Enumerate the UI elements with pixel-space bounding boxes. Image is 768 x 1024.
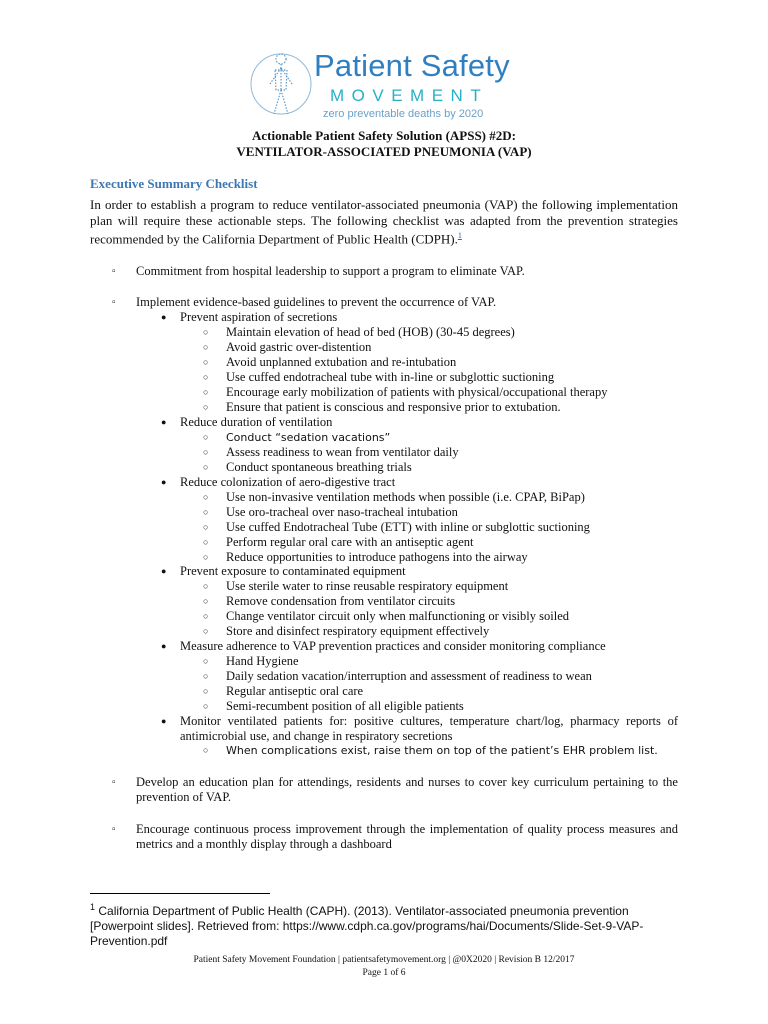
bullet-circle-icon: ○ xyxy=(203,522,209,532)
bullet-dot-icon: ● xyxy=(161,566,167,576)
bullet-circle-icon: ○ xyxy=(203,581,209,591)
bullet-dot-icon: ● xyxy=(161,716,167,726)
checklist-item: Develop an education plan for attendings, residents and nurses to cover key curriculum pertaining to the prevention of VAP. xyxy=(136,775,678,804)
human-figure-icon xyxy=(250,46,312,122)
group-label: Reduce duration of ventilation xyxy=(180,415,333,429)
page-number: Page 1 of 6 xyxy=(362,968,406,978)
sub-item: Change ventilator circuit only when malfunctioning or visibly soiled xyxy=(226,609,569,623)
group-label: Measure adherence to VAP prevention practices and consider monitoring compliance xyxy=(180,639,606,653)
bullet-circle-icon: ○ xyxy=(203,357,209,367)
bullet-circle-icon: ○ xyxy=(203,462,209,472)
group-label: Monitor ventilated patients for: positive cultures, temperature chart/log, pharmacy reports of antimicrobial use, and change in respiratory secretions xyxy=(180,714,678,743)
logo-title: Patient Safety xyxy=(314,48,510,83)
sub-item: Reduce opportunities to introduce pathogens into the airway xyxy=(226,550,528,564)
section-heading: Executive Summary Checklist xyxy=(90,176,258,191)
group-label: Prevent exposure to contaminated equipment xyxy=(180,564,406,578)
bullet-circle-icon: ○ xyxy=(203,432,209,442)
intro-paragraph xyxy=(90,197,678,247)
sub-item: Store and disinfect respiratory equipment effectively xyxy=(226,624,490,638)
bullet-circle-icon: ○ xyxy=(203,507,209,517)
sub-item: Encourage early mobilization of patients with physical/occupational therapy xyxy=(226,385,608,399)
bullet-dot-icon: ● xyxy=(161,417,167,427)
sub-item: Perform regular oral care with an antiseptic agent xyxy=(226,535,474,549)
bullet-circle-icon: ○ xyxy=(203,537,209,547)
sub-item: Use oro-tracheal over naso-tracheal intubation xyxy=(226,505,458,519)
checkbox-square-icon: ▫ xyxy=(112,777,116,788)
checkbox-square-icon: ▫ xyxy=(112,266,116,277)
footnote-divider xyxy=(90,893,270,894)
checkbox-square-icon: ▫ xyxy=(112,297,116,308)
checklist-item: Encourage continuous process improvement through the implementation of quality process measures and metrics and a monthly display through a dashboard xyxy=(136,822,678,851)
logo-movement: MOVEMENT xyxy=(330,86,489,105)
bullet-dot-icon: ● xyxy=(161,312,167,322)
bullet-circle-icon: ○ xyxy=(203,656,209,666)
sub-item: Hand Hygiene xyxy=(226,654,299,668)
group-label: Reduce colonization of aero-digestive tract xyxy=(180,475,396,489)
sub-item: Use cuffed endotracheal tube with in-line or subglottic suctioning xyxy=(226,370,555,384)
bullet-circle-icon: ○ xyxy=(203,745,209,755)
bullet-circle-icon: ○ xyxy=(203,342,209,352)
bullet-circle-icon: ○ xyxy=(203,671,209,681)
logo-tagline: zero preventable deaths by 2020 xyxy=(323,108,484,120)
sub-item: Remove condensation from ventilator circuits xyxy=(226,594,456,608)
sub-item: Maintain elevation of head of bed (HOB) (30-45 degrees) xyxy=(226,325,515,339)
footnote-number: 1 xyxy=(90,902,96,912)
footnote-text: California Department of Public Health (CAPH). (2013). Ventilator-associated pneumonia prevention [Powerpoint slides]. Retrieved from: https://www.cdph.ca.gov/programs/hai/Documents/Slide-Set-9-VAP-Prevention.pdf xyxy=(90,904,644,948)
bullet-circle-icon: ○ xyxy=(203,626,209,636)
sub-item: Ensure that patient is conscious and responsive prior to extubation. xyxy=(226,400,561,414)
bullet-circle-icon: ○ xyxy=(203,327,209,337)
footnote-link[interactable]: 1 xyxy=(457,231,462,240)
bullet-circle-icon: ○ xyxy=(203,552,209,562)
bullet-circle-icon: ○ xyxy=(203,611,209,621)
sub-item: Avoid unplanned extubation and re-intubation xyxy=(226,355,457,369)
bullet-circle-icon: ○ xyxy=(203,372,209,382)
sub-item: When complications exist, raise them on top of the patient’s EHR problem list. xyxy=(226,744,658,757)
bullet-circle-icon: ○ xyxy=(203,596,209,606)
document-title-line2: VENTILATOR-ASSOCIATED PNEUMONIA (VAP) xyxy=(236,144,532,159)
sub-item: Semi-recumbent position of all eligible patients xyxy=(226,699,464,713)
bullet-circle-icon: ○ xyxy=(203,402,209,412)
bullet-circle-icon: ○ xyxy=(203,686,209,696)
sub-item: Daily sedation vacation/interruption and assessment of readiness to wean xyxy=(226,669,592,683)
document-title-line1: Actionable Patient Safety Solution (APSS) #2D: xyxy=(252,128,516,143)
sub-item: Avoid gastric over-distention xyxy=(226,340,372,354)
bullet-circle-icon: ○ xyxy=(203,447,209,457)
group-label: Prevent aspiration of secretions xyxy=(180,310,338,324)
sub-item: Use sterile water to rinse reusable respiratory equipment xyxy=(226,579,509,593)
checkbox-square-icon: ▫ xyxy=(112,824,116,835)
sub-item: Use non-invasive ventilation methods when possible (i.e. CPAP, BiPap) xyxy=(226,490,585,504)
footer-line: Patient Safety Movement Foundation | patientsafetymovement.org | @0X2020 | Revision B 12/2017 xyxy=(193,955,575,965)
sub-item: Regular antiseptic oral care xyxy=(226,684,364,698)
bullet-circle-icon: ○ xyxy=(203,701,209,711)
sub-item: Assess readiness to wean from ventilator daily xyxy=(226,445,459,459)
checklist-item: Commitment from hospital leadership to support a program to eliminate VAP. xyxy=(136,264,525,278)
intro-text: In order to establish a program to reduce ventilator-associated pneumonia (VAP) the following implementation plan will require these actionable steps. The following checklist was adapted from the prevention strategies recommended by the California Department of Public Health (CDPH). xyxy=(90,197,678,247)
bullet-dot-icon: ● xyxy=(161,477,167,487)
checklist-item: Implement evidence-based guidelines to prevent the occurrence of VAP. xyxy=(136,295,497,309)
bullet-circle-icon: ○ xyxy=(203,387,209,397)
sub-item: Conduct spontaneous breathing trials xyxy=(226,460,412,474)
sub-item: Use cuffed Endotracheal Tube (ETT) with inline or subglottic suctioning xyxy=(226,520,590,534)
sub-item: Conduct “sedation vacations” xyxy=(226,431,391,444)
footnote xyxy=(90,900,690,949)
logo xyxy=(250,46,530,124)
bullet-dot-icon: ● xyxy=(161,641,167,651)
bullet-circle-icon: ○ xyxy=(203,492,209,502)
